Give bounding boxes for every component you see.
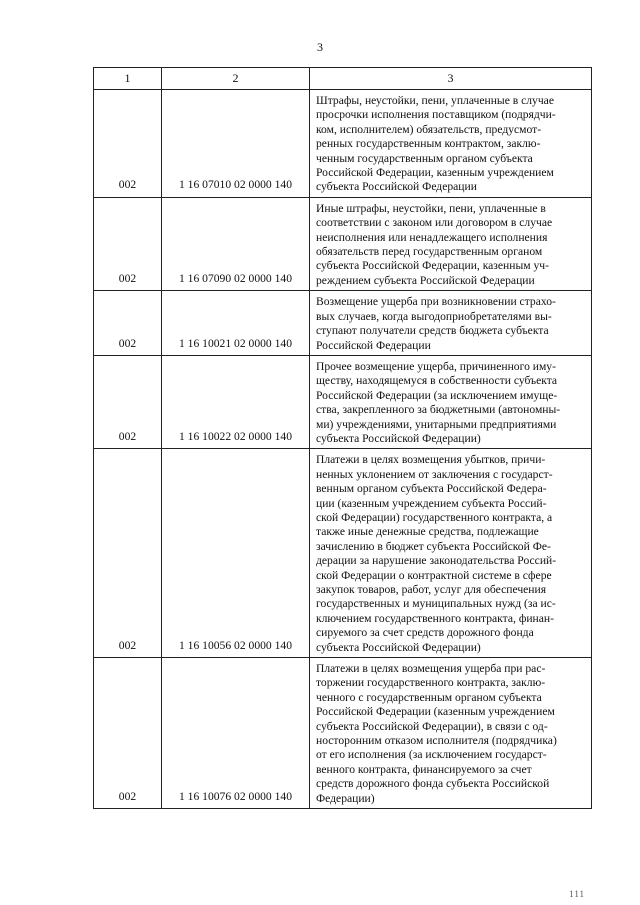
description-line: Прочее возмещение ущерба, причиненного иму- [316,359,556,373]
table-body [94,90,592,809]
table-row [94,90,592,198]
description-cell [310,90,592,198]
description-cell [310,449,592,658]
description-line: Возмещение ущерба при возникновении страхо- [316,295,556,309]
budget-codes-table [93,67,592,809]
description-line: ской Федерации) государственного контракта, а [316,510,553,524]
admin-code-cell: 002 [94,291,162,356]
admin-code-cell: 002 [94,90,162,198]
description-line: вых случаев, когда выгодоприобретателями вы- [316,309,552,323]
description-line: Платежи в целях возмещения ущерба при рас- [316,662,546,676]
description-cell [310,355,592,448]
description-cell [310,197,592,290]
budget-classification-code-cell: 1 16 10076 02 0000 140 [162,658,310,809]
description-line: ства, закрепленного за бюджетными (автономны- [316,403,561,417]
description-line: ченным государственным органом субъекта [316,151,533,165]
column-header-3: 3 [310,68,592,90]
description-line: субъекта Российской Федерации, казенным уч- [316,259,549,273]
budget-classification-code-cell: 1 16 10021 02 0000 140 [162,291,310,356]
table-row [94,658,592,809]
description-line: также иные денежные средства, подлежащие [316,525,539,539]
description-cell [310,658,592,809]
description-line: Штрафы, неустойки, пени, уплаченные в случае [316,94,554,107]
table-row [94,291,592,356]
description-line: Российской Федерации [316,338,431,352]
description-line: субъекта Российской Федерации) [316,640,481,654]
description-line: от его исполнения (за исключением государст- [316,748,547,762]
description-line: Российской Федерации, казенным учреждением [316,166,554,180]
admin-code-cell: 002 [94,355,162,448]
description-line: ченного с государственным органом субъекта [316,690,542,704]
description-line: ми) учреждениями, унитарными предприятиями [316,417,557,431]
description-line: торжении государственного контракта, заклю- [316,676,546,690]
admin-code-cell: 002 [94,197,162,290]
description-line: субъекта Российской Федерации [316,180,477,194]
description-line: неисполнения или ненадлежащего исполнения [316,230,548,244]
description-line: сируемого за счет средств дорожного фонда [316,626,534,640]
admin-code-cell: 002 [94,658,162,809]
description-line: Российской Федерации (за исключением имуще- [316,388,558,402]
description-line: просрочки исполнения поставщиком (подрядчи- [316,108,556,122]
table-row [94,355,592,448]
description-line: ключением государственного контракта, финан- [316,611,554,625]
budget-classification-code-cell: 1 16 10056 02 0000 140 [162,449,310,658]
description-line: дерации за нарушение законодательства Россий- [316,554,557,568]
description-line: реждением субъекта Российской Федерации [316,273,535,287]
description-line: соответствии с законом или договором в случае [316,216,553,230]
description-line: ком, исполнителем) обязательств, предусмот- [316,122,542,136]
description-line: венного контракта, финансируемого за счет [316,762,532,776]
table-header-row [94,68,592,90]
description-line: ществу, находящемуся в собственности субъекта [316,374,558,388]
description-line: ской Федерации о контрактной системе в сфере [316,568,552,582]
description-line: зачислению в бюджет субъекта Российской Фе- [316,539,551,553]
description-line: субъекта Российской Федерации) [316,431,481,445]
column-header-2: 2 [162,68,310,90]
description-line: обязательств перед государственным органом [316,245,543,259]
table-row [94,197,592,290]
description-line: венным органом субъекта Российской Федера- [316,482,547,496]
budget-classification-code-cell: 1 16 07010 02 0000 140 [162,90,310,198]
description-line: носторонним отказом исполнителя (подрядчика) [316,734,557,748]
description-line: Федерации) [316,791,375,805]
budget-classification-code-cell: 1 16 07090 02 0000 140 [162,197,310,290]
description-line: ступают получатели средств бюджета субъекта [316,324,549,338]
description-line: ренных государственным контрактом, заклю- [316,137,541,151]
description-line: ненных уклонением от заключения с государст- [316,467,553,481]
description-line: закупок товаров, работ, услуг для обеспечения [316,583,547,596]
description-line: Российской Федерации (казенным учреждением [316,705,555,719]
page-number: 3 [317,40,323,54]
description-line: государственных и муниципальных нужд (за ис- [316,597,556,611]
description-cell [310,291,592,356]
budget-classification-code-cell: 1 16 10022 02 0000 140 [162,355,310,448]
description-line: субъекта Российской Федерации), в связи с од- [316,719,548,733]
admin-code-cell: 002 [94,449,162,658]
table-row [94,449,592,658]
corner-mark: 111 [569,889,585,899]
description-line: средств дорожного фонда субъекта Российской [316,777,550,791]
description-line: Иные штрафы, неустойки, пени, уплаченные в [316,201,546,215]
description-line: Платежи в целях возмещения убытков, причи- [316,453,546,467]
column-header-1: 1 [94,68,162,90]
description-line: ции (казенным учреждением субъекта Россий- [316,496,547,510]
